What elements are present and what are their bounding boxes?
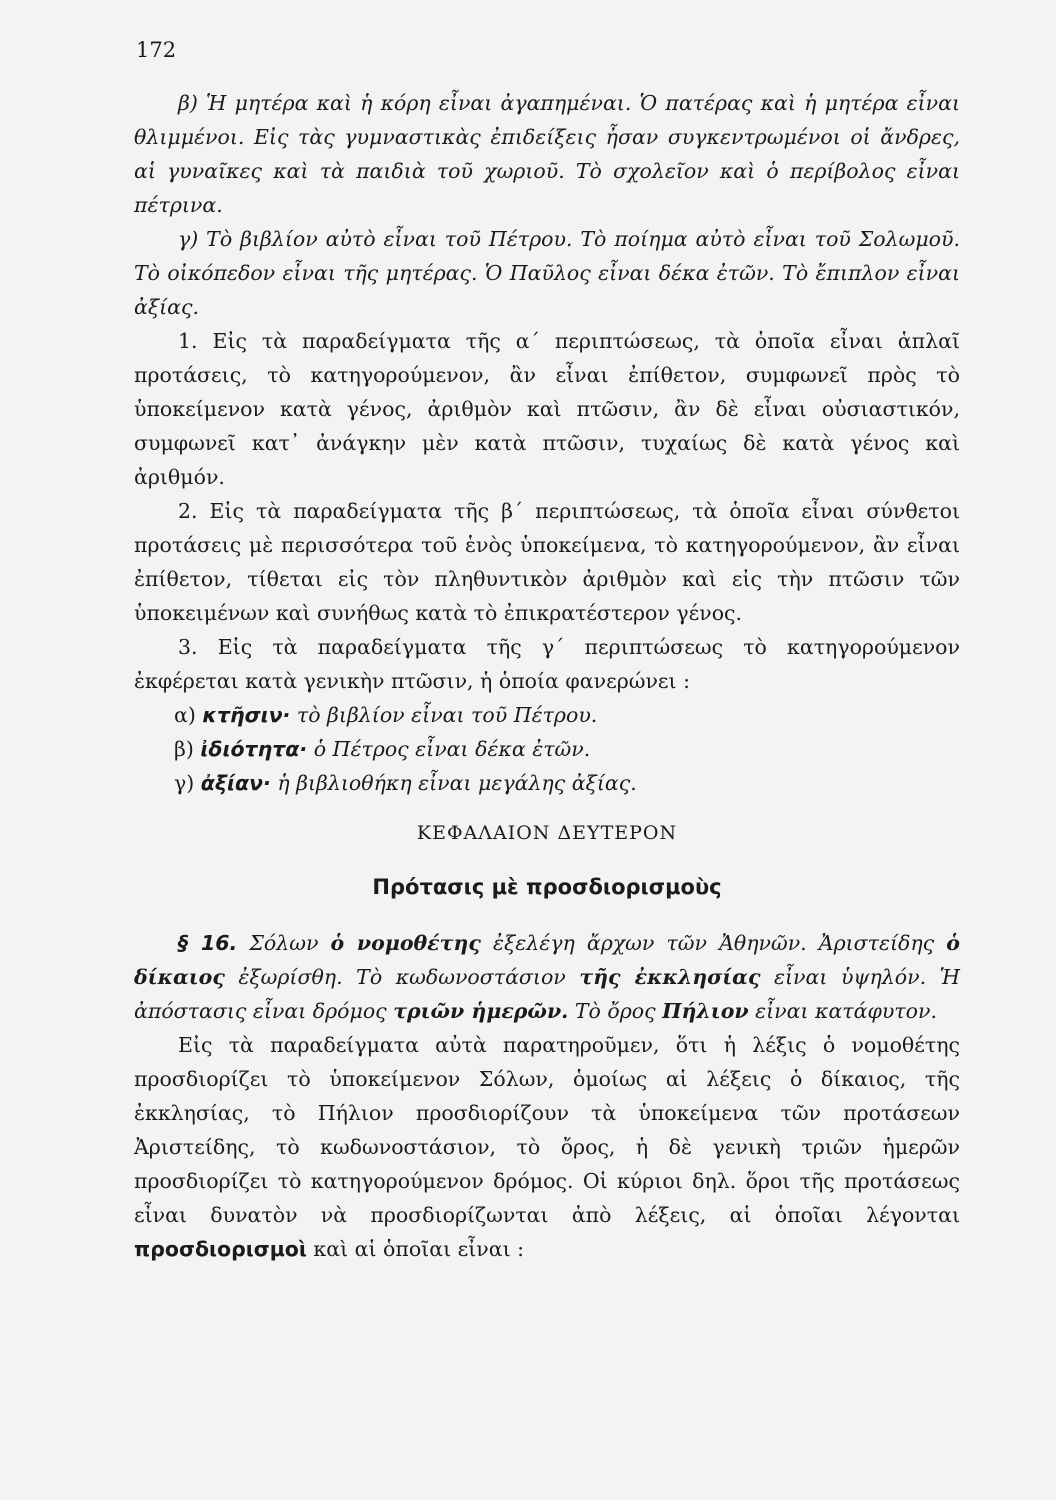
- closing-paragraph: [134, 1028, 960, 1266]
- page-number: 172: [136, 38, 177, 62]
- list-item: [134, 732, 960, 766]
- list-item-label: β): [174, 737, 194, 761]
- section-number: § 16.: [178, 931, 238, 955]
- section-16-examples: [134, 926, 960, 1028]
- example-paragraph-b: β) Ἡ μητέρα καὶ ἡ κόρη εἶναι ἀγαπημέναι. Ὁ πατέρας καὶ ἡ μητέρα εἶναι θλιμμένοι. Εἰς τὰς γυμναστικὰς ἐπιδείξεις ἦσαν συγκεντρωμένοι οἱ ἄνδρες, αἱ γυναῖκες καὶ τὰ παιδιὰ τοῦ χωριοῦ. Τὸ σχολεῖον καὶ ὁ περίβολος εἶναι πέτρινα.: [134, 91, 960, 217]
- list-item: [134, 698, 960, 732]
- genitive-uses-list: [134, 698, 960, 800]
- list-item: [134, 766, 960, 800]
- example-text: Σόλων: [249, 931, 319, 955]
- list-item-example: ἡ βιβλιοθήκη εἶναι μεγάλης ἀξίας.: [277, 771, 637, 795]
- example-text: εἶναι ὑψηλόν. Ἡ ἀπόστασις εἶναι δρόμος: [134, 965, 960, 1023]
- emphasis-term: τῆς ἐκκλησίας: [579, 965, 761, 989]
- example-text: ἐξωρίσθη. Τὸ κωδωνοστάσιον: [238, 965, 566, 989]
- example-text: εἶναι κατάφυτον.: [755, 999, 937, 1023]
- example-text: Τὸ ὄρος: [574, 999, 656, 1023]
- emphasis-term: προσδιορισμοὶ: [134, 1237, 307, 1261]
- rule-point-1: 1. Εἰς τὰ παραδείγματα τῆς α΄ περιπτώσεως, τὰ ὁποῖα εἶναι ἁπλαῖ προτάσεις, τὸ κατηγορούμενον, ἂν εἶναι ἐπίθετον, συμφωνεῖ πρὸς τὸ ὑποκείμενον κατὰ γένος, ἀριθμὸν καὶ πτῶσιν, ἂν δὲ εἶναι οὐσιαστικόν, συμφωνεῖ κατ᾽ ἀνάγκην μὲν κατὰ πτῶσιν, τυχαίως δὲ κατὰ γένος καὶ ἀριθμόν.: [134, 329, 960, 489]
- list-item-label: α): [174, 703, 196, 727]
- list-item-term: κτῆσιν·: [202, 703, 291, 727]
- list-item-label: γ): [174, 771, 195, 795]
- rule-point-3: 3. Εἰς τὰ παραδείγματα τῆς γ΄ περιπτώσεως τὸ κατηγορούμενον ἐκφέρεται κατὰ γενικὴν πτῶσιν, ἡ ὁποία φανερώνει :: [134, 635, 960, 693]
- emphasis-term: Πήλιον: [662, 999, 749, 1023]
- list-item-term: ἰδιότητα·: [200, 737, 308, 761]
- list-item-example: ὁ Πέτρος εἶναι δέκα ἐτῶν.: [313, 737, 591, 761]
- section-heading: Πρότασις μὲ προσδιορισμοὺς: [372, 875, 722, 899]
- page-body: [134, 86, 960, 1266]
- chapter-title: ΚΕΦΑΛΑΙΟΝ ΔΕΥΤΕΡΟΝ: [416, 822, 678, 844]
- emphasis-term: ὁ νομοθέτης: [330, 931, 481, 955]
- example-paragraph-g: γ) Τὸ βιβλίον αὐτὸ εἶναι τοῦ Πέτρου. Τὸ ποίημα αὐτὸ εἶναι τοῦ Σολωμοῦ. Τὸ οἰκόπεδον εἶναι τῆς μητέρας. Ὁ Παῦλος εἶναι δέκα ἐτῶν. Τὸ ἔπιπλον εἶναι ἀξίας.: [134, 227, 960, 319]
- rule-point-2: 2. Εἰς τὰ παραδείγματα τῆς β΄ περιπτώσεως, τὰ ὁποῖα εἶναι σύνθετοι προτάσεις μὲ περισσότερα τοῦ ἑνὸς ὑποκείμενα, τὸ κατηγορούμενον, ἂν εἶναι ἐπίθετον, τίθεται εἰς τὸν πληθυντικὸν ἀριθμὸν καὶ εἰς τὴν πτῶσιν τῶν ὑποκειμένων καὶ συνήθως κατὰ τὸ ἐπικρατέστερον γένος.: [134, 499, 960, 625]
- paragraph-text: καὶ αἱ ὁποῖαι εἶναι :: [313, 1237, 525, 1261]
- list-item-example: τὸ βιβλίον εἶναι τοῦ Πέτρου.: [296, 703, 598, 727]
- emphasis-term: τριῶν ἡμερῶν.: [393, 999, 569, 1023]
- list-item-term: ἀξίαν·: [200, 771, 271, 795]
- emphasis-term: ὁ δίκαιος: [134, 931, 960, 989]
- example-text: ἐξελέγη ἄρχων τῶν Ἀθηνῶν. Ἀριστείδης: [492, 931, 935, 955]
- paragraph-text: Εἰς τὰ παραδείγματα αὐτὰ παρατηροῦμεν, ὅτι ἡ λέξις ὁ νομοθέτης προσδιορίζει τὸ ὑποκείμενον Σόλων, ὁμοίως αἱ λέξεις ὁ δίκαιος, τῆς ἐκκλησίας, τὸ Πήλιον προσδιορίζουν τὰ ὑποκείμενα τῶν προτάσεων Ἀριστείδης, τὸ κωδωνοστάσιον, τὸ ὄρος, ἡ δὲ γενικὴ τριῶν ἡμερῶν προσδιορίζει τὸ κατηγορούμενον δρόμος. Οἱ κύριοι δηλ. ὅροι τῆς προτάσεως εἶναι δυνατὸν νὰ προσδιορίζωνται ἀπὸ λέξεις, αἱ ὁποῖαι λέγονται: [134, 1033, 960, 1227]
